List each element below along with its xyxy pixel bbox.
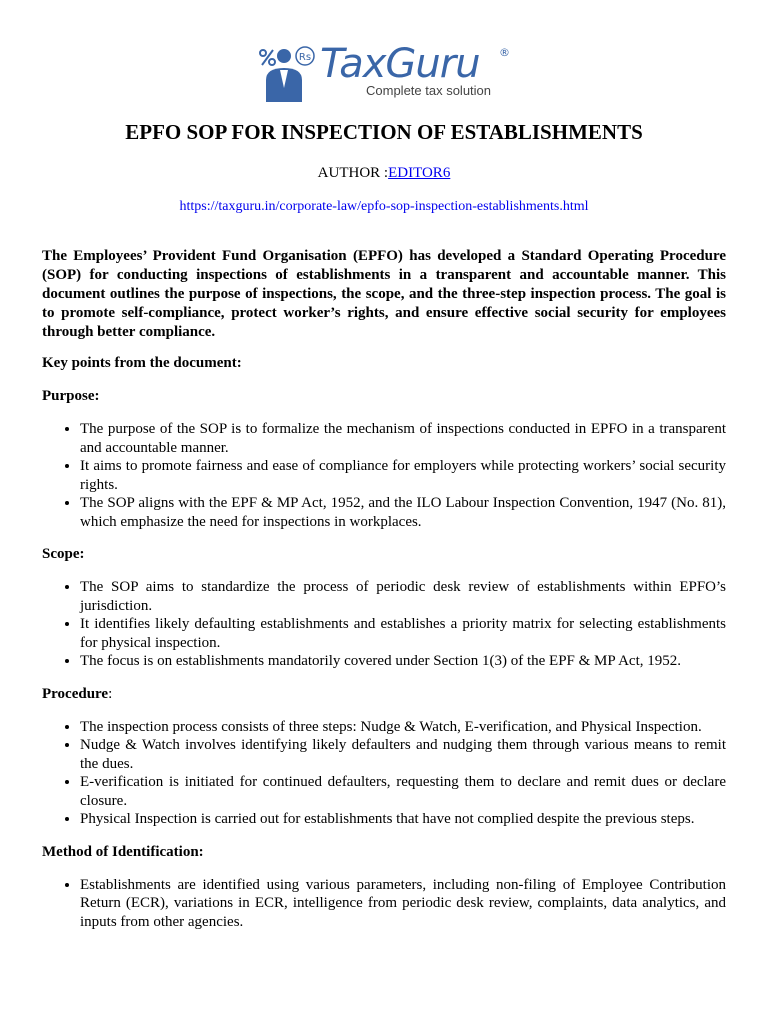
author-link[interactable]: EDITOR6 [388,165,451,181]
purpose-list [42,420,726,531]
procedure-heading: Procedure [42,685,109,702]
procedure-heading-line [42,685,726,704]
purpose-heading: Purpose: [42,388,100,404]
list-item: • The focus is on establishments mandatorily covered under Section 1(3) of the EPF & MP Act, 1952. [80,652,726,671]
list-item: • Establishments are identified using various parameters, including non-filing of Employee Contribution Return (ECR), variations in ECR, intelligence from periodic desk review, complaints, data analytics, and inputs from other agencies. [80,876,726,932]
scope-list [42,578,726,671]
list-item: • Physical Inspection is carried out for establishments that have not complied despite the previous steps. [80,810,726,829]
list-item: • Nudge & Watch involves identifying likely defaulters and nudging them through various means to remit the dues. [80,736,726,773]
list-item: • E-verification is initiated for continued defaulters, requesting them to declare and remit dues or declare closure. [80,773,726,810]
method-list [42,876,726,932]
list-item: • The inspection process consists of three steps: Nudge & Watch, E-verification, and Physical Inspection. [80,718,726,737]
logo-mark-icon [256,44,318,102]
procedure-heading-colon: : [108,685,113,702]
author-label: AUTHOR : [317,165,389,181]
list-item: • It aims to promote fairness and ease of compliance for employers while protecting workers’ social security rights. [80,457,726,494]
logo-mark-text: Rs [298,52,312,63]
logo-tagline: Complete tax solution [366,83,492,98]
page-title: EPFO SOP FOR INSPECTION OF ESTABLISHMENTS [125,120,643,144]
intro-paragraph: The Employees’ Provident Fund Organisation (EPFO) has developed a Standard Operating Procedure (SOP) for conducting inspections of establishments in a transparent and accountable manner. This document outlines the purpose of inspections, the scope, and the three-step inspection process. The goal is to promote self-compliance, protect worker’s rights, and ensure effective social security for employees through better compliance. [42,248,726,340]
list-item: • The SOP aims to standardize the process of periodic desk review of establishments within EPFO’s jurisdiction. [80,578,726,615]
document-body [42,247,726,945]
list-item: • The purpose of the SOP is to formalize the mechanism of inspections conducted in EPFO in a transparent and accountable manner. [80,420,726,457]
procedure-list [42,718,726,829]
list-item: • The SOP aligns with the EPF & MP Act, 1952, and the ILO Labour Inspection Convention, 1947 (No. 81), which emphasize the need for inspections in workplaces. [80,494,726,531]
method-heading: Method of Identification: [42,843,204,860]
logo-wordmark: TaxGuru [320,41,480,87]
taxguru-logo[interactable] [256,38,516,104]
key-points-heading: Key points from the document: [42,355,242,371]
scope-heading: Scope: [42,546,85,562]
list-item: • It identifies likely defaulting establishments and establishes a priority matrix for selecting establishments for physical inspection. [80,615,726,652]
author-line [0,164,768,182]
registered-mark: ® [499,46,510,59]
source-url-link[interactable]: https://taxguru.in/corporate-law/epfo-sop-inspection-establishments.html [179,199,589,214]
